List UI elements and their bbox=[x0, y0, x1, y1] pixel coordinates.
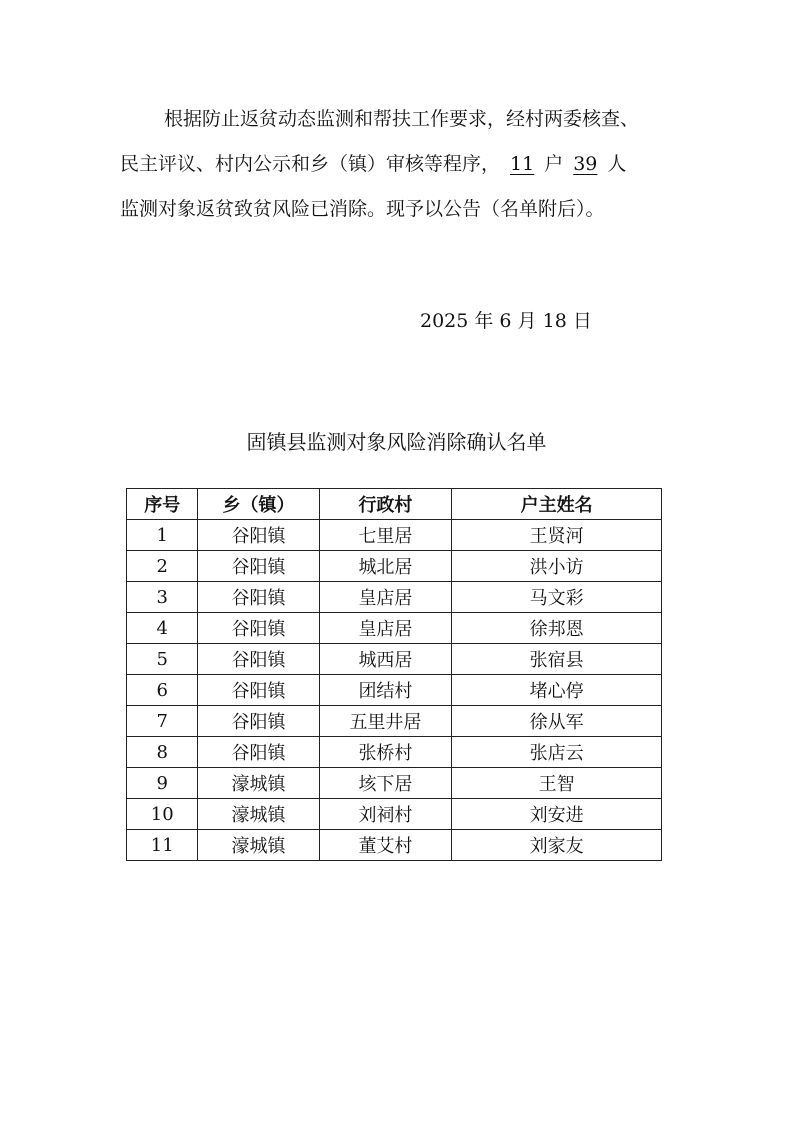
cell-householder: 王智 bbox=[452, 768, 662, 799]
cell-village: 皇店居 bbox=[319, 582, 452, 613]
cell-village: 城北居 bbox=[319, 551, 452, 582]
cell-town: 谷阳镇 bbox=[198, 582, 319, 613]
header-serial: 序号 bbox=[127, 489, 198, 520]
cell-serial: 5 bbox=[127, 644, 198, 675]
cell-village: 张桥村 bbox=[319, 737, 452, 768]
cell-serial: 8 bbox=[127, 737, 198, 768]
cell-serial: 10 bbox=[127, 799, 198, 830]
cell-town: 谷阳镇 bbox=[198, 737, 319, 768]
cell-village: 董艾村 bbox=[319, 830, 452, 861]
table-row bbox=[127, 520, 662, 551]
cell-village: 五里井居 bbox=[319, 706, 452, 737]
table-row bbox=[127, 613, 662, 644]
cell-town: 谷阳镇 bbox=[198, 675, 319, 706]
cell-town: 濠城镇 bbox=[198, 799, 319, 830]
cell-householder: 徐邦恩 bbox=[452, 613, 662, 644]
household-unit: 户 bbox=[544, 153, 564, 175]
cell-town: 谷阳镇 bbox=[198, 520, 319, 551]
notice-date: 2025 年 6 月 18 日 bbox=[420, 310, 592, 332]
cell-serial: 9 bbox=[127, 768, 198, 799]
notice-paragraph bbox=[120, 97, 700, 232]
cell-serial: 4 bbox=[127, 613, 198, 644]
cell-serial: 1 bbox=[127, 520, 198, 551]
cell-village: 城西居 bbox=[319, 644, 452, 675]
table-row bbox=[127, 706, 662, 737]
cell-village: 七里居 bbox=[319, 520, 452, 551]
table-row bbox=[127, 551, 662, 582]
table-row bbox=[127, 799, 662, 830]
cell-householder: 洪小访 bbox=[452, 551, 662, 582]
cell-householder: 张店云 bbox=[452, 737, 662, 768]
cell-householder: 刘家友 bbox=[452, 830, 662, 861]
cell-serial: 2 bbox=[127, 551, 198, 582]
table-header-row bbox=[127, 489, 662, 520]
notice-line-1: 根据防止返贫动态监测和帮扶工作要求，经村两委核查、 bbox=[164, 108, 640, 130]
cell-village: 皇店居 bbox=[319, 613, 452, 644]
header-town: 乡（镇） bbox=[198, 489, 319, 520]
cell-town: 谷阳镇 bbox=[198, 551, 319, 582]
table-row bbox=[127, 737, 662, 768]
cell-village: 刘祠村 bbox=[319, 799, 452, 830]
cell-householder: 张宿县 bbox=[452, 644, 662, 675]
cell-householder: 马文彩 bbox=[452, 582, 662, 613]
cell-serial: 11 bbox=[127, 830, 198, 861]
cell-serial: 3 bbox=[127, 582, 198, 613]
notice-line-2-prefix: 民主评议、村内公示和乡（镇）审核等程序， bbox=[120, 153, 501, 175]
notice-line-2 bbox=[120, 142, 700, 187]
header-householder: 户主姓名 bbox=[452, 489, 662, 520]
cell-householder: 刘安进 bbox=[452, 799, 662, 830]
cell-town: 谷阳镇 bbox=[198, 706, 319, 737]
table-row bbox=[127, 830, 662, 861]
table-row bbox=[127, 675, 662, 706]
cell-town: 谷阳镇 bbox=[198, 644, 319, 675]
table-row bbox=[127, 644, 662, 675]
cell-town: 谷阳镇 bbox=[198, 613, 319, 644]
cell-householder: 王贤河 bbox=[452, 520, 662, 551]
cell-householder: 徐从军 bbox=[452, 706, 662, 737]
household-count: 11 bbox=[510, 153, 535, 175]
notice-line-3: 监测对象返贫致贫风险已消除。现予以公告（名单附后）。 bbox=[120, 198, 605, 220]
header-village: 行政村 bbox=[319, 489, 452, 520]
table-row bbox=[127, 582, 662, 613]
people-unit: 人 bbox=[607, 153, 627, 175]
cell-town: 濠城镇 bbox=[198, 768, 319, 799]
people-count: 39 bbox=[573, 153, 598, 175]
table-title: 固镇县监测对象风险消除确认名单 bbox=[246, 430, 547, 454]
table-row bbox=[127, 768, 662, 799]
cell-serial: 7 bbox=[127, 706, 198, 737]
cell-householder: 堵心停 bbox=[452, 675, 662, 706]
cell-village: 垓下居 bbox=[319, 768, 452, 799]
cell-village: 团结村 bbox=[319, 675, 452, 706]
confirmation-table bbox=[126, 488, 662, 861]
cell-town: 濠城镇 bbox=[198, 830, 319, 861]
cell-serial: 6 bbox=[127, 675, 198, 706]
